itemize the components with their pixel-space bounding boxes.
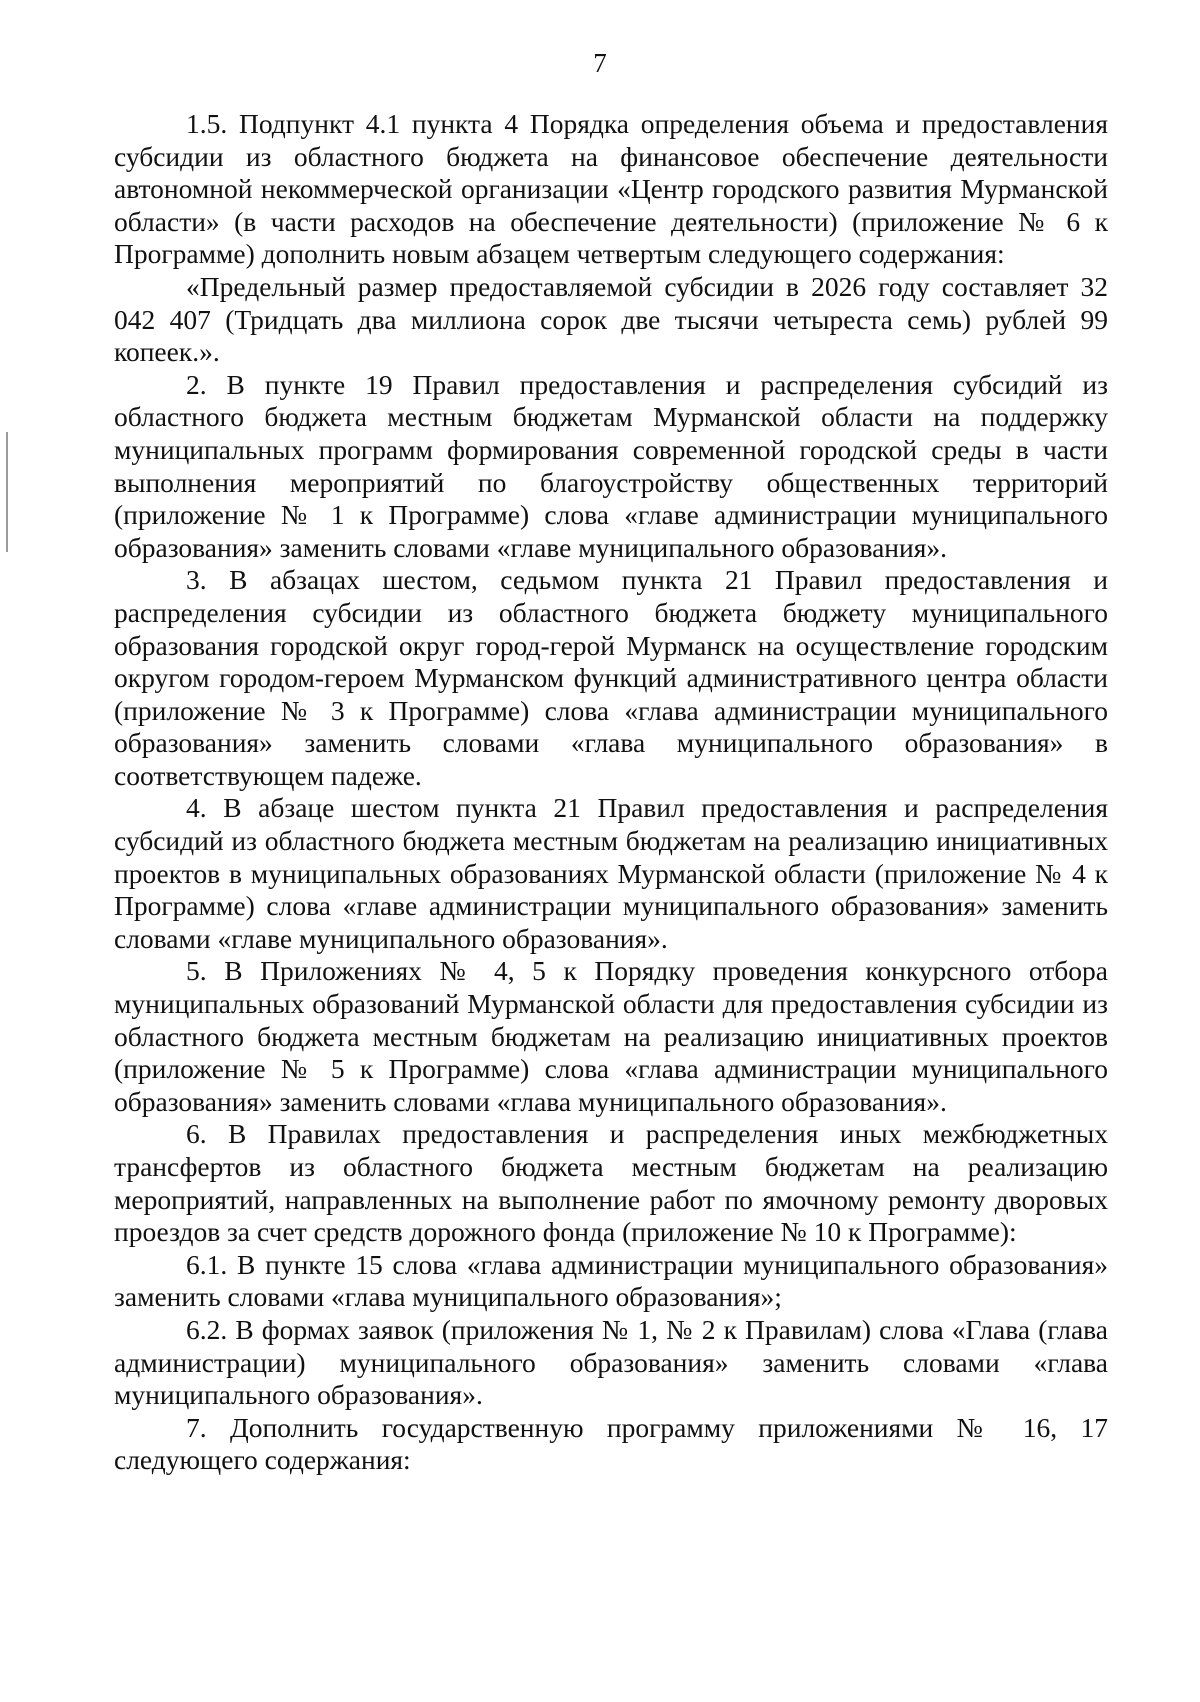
paragraph-quote: «Предельный размер предоставляемой субсидии в 2026 году составляет 32 042 407 (Тридцать два миллиона сорок две тысячи четыреста семь) рублей 99 копеек.». — [114, 270, 1108, 368]
paragraph-7: 7. Дополнить государственную программу приложениями № 16, 17 следующего содержания: — [114, 1411, 1108, 1476]
paragraph-6-1: 6.1. В пункте 15 слова «глава администрации муниципального образования» заменить словами «глава муниципального образования»; — [114, 1248, 1108, 1313]
paragraph-3: 3. В абзацах шестом, седьмом пункта 21 Правил предоставления и распределения субсидии из областного бюджета бюджету муниципального образования городской округ город-герой Мурманск на осуществление городским округом городом-героем Мурманском функций административного центра области (приложение № 3 к Программе) слова «глава администрации муниципального образования» заменить словами «глава муниципального образования» в соответствующем падеже. — [114, 564, 1108, 791]
scan-margin-mark — [6, 432, 8, 552]
page-number: 7 — [593, 48, 607, 78]
paragraph-5: 5. В Приложениях № 4, 5 к Порядку проведения конкурсного отбора муниципальных образований Мурманской области для предоставления субсидии из областного бюджета местным бюджетам на реализацию инициативных проектов (приложение № 5 к Программе) слова «глава администрации муниципального образования» заменить словами «глава муниципального образования». — [114, 955, 1108, 1117]
paragraph-2: 2. В пункте 19 Правил предоставления и распределения субсидий из областного бюджета местным бюджетам Мурманской области на поддержку муниципальных программ формирования современной городской среды в части выполнения мероприятий по благоустройству общественных территорий (приложение № 1 к Программе) слова «главе администрации муниципального образования» заменить словами «главе муниципального образования». — [114, 368, 1108, 563]
paragraph-6: 6. В Правилах предоставления и распределения иных межбюджетных трансфертов из областного бюджета местным бюджетам на реализацию мероприятий, направленных на выполнение работ по ямочному ремонту дворовых проездов за счет средств дорожного фонда (приложение № 10 к Программе): — [114, 1118, 1108, 1248]
paragraph-4: 4. В абзаце шестом пункта 21 Правил предоставления и распределения субсидий из областного бюджета местным бюджетам на реализацию инициативных проектов в муниципальных образованиях Мурманской области (приложение № 4 к Программе) слова «главе администрации муниципального образования» заменить словами «главе муниципального образования». — [114, 792, 1108, 954]
document-body — [114, 108, 1108, 1477]
paragraph-6-2: 6.2. В формах заявок (приложения № 1, № 2 к Правилам) слова «Глава (глава администрации) муниципального образования» заменить словами «глава муниципального образования». — [114, 1313, 1108, 1411]
paragraph-1-5: 1.5. Подпункт 4.1 пункта 4 Порядка определения объема и предоставления субсидии из областного бюджета на финансовое обеспечение деятельности автономной некоммерческой организации «Центр городского развития Мурманской области» (в части расходов на обеспечение деятельности) (приложение № 6 к Программе) дополнить новым абзацем четвертым следующего содержания: — [114, 108, 1108, 270]
